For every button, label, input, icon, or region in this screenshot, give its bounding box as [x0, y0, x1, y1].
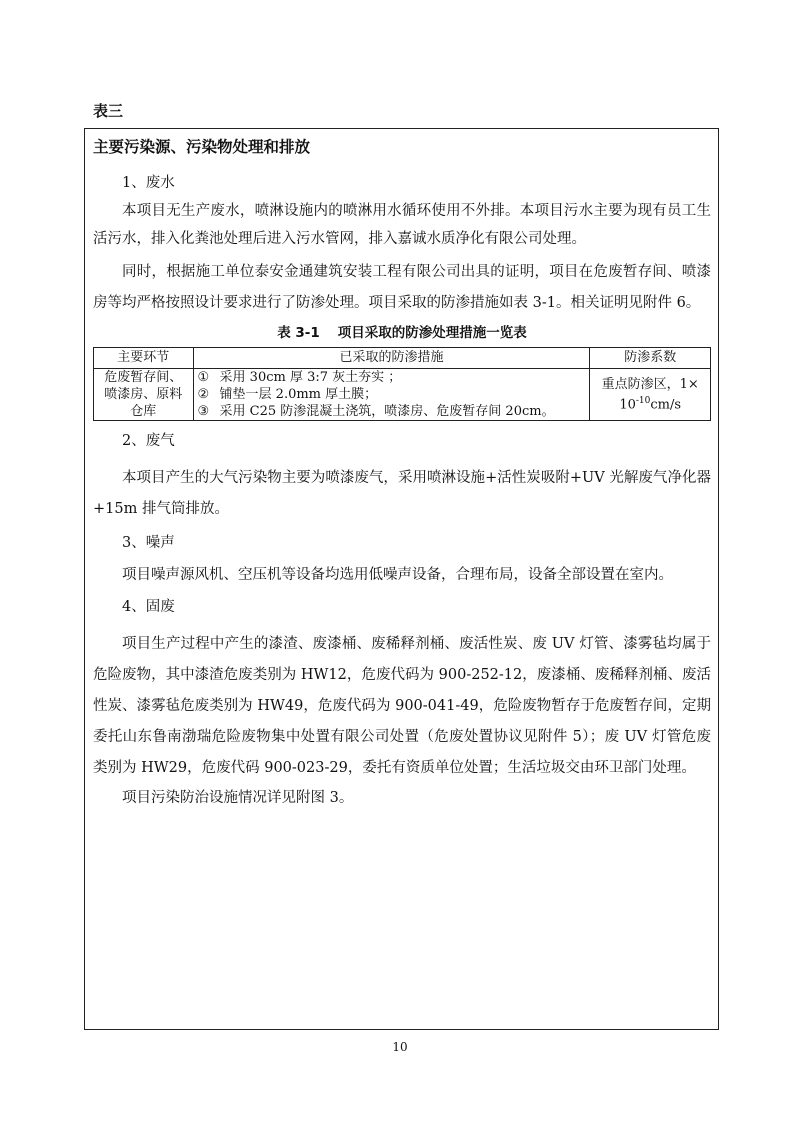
measures-cell [193, 369, 590, 421]
page-number: 10 [392, 1040, 408, 1054]
coefficient-line-2: $10^{-10}cm/s$ [619, 395, 682, 413]
section-content [93, 169, 711, 812]
solid-waste-paragraph: 项目生产过程中产生的漆渣、废漆桶、废稀释剂桶、废活性炭、废 UV 灯管、漆雾毡均属于危险废物，其中漆渣危废类别为 HW12，危废代码为 900-252-12，废漆桶、废稀释剂桶、废活性炭、漆雾毡危废类别为 HW49，危废代码为 900-041-49，危险废物暂存于危废暂存间，定期委托山东鲁南渤瑞危险废物集中处置有限公司处置（危废处置协议见附件 5）；废 UV 灯管危废类别为 HW29，危废代码 900-023-29，委托有资质单位处置；生活垃圾交由环卫部门处理。 [93, 636, 711, 776]
wastewater-heading: 1、废水 [122, 175, 175, 191]
solid-waste-note: 项目污染防治设施情况详见附图 3。 [122, 790, 354, 806]
table-header-cell: 主要环节 [94, 348, 194, 369]
area-cell: 危废暂存间、喷漆房、原料仓库 [94, 369, 194, 421]
coefficient-line-1: 重点防渗区，1× [601, 376, 699, 392]
table-header-row [94, 348, 711, 369]
seepage-measures-table [93, 347, 711, 421]
table-header-cell: 已采取的防渗措施 [193, 348, 590, 369]
solid-waste-heading: 4、固废 [122, 599, 175, 615]
table-caption-title: 项目采取的防渗处理措施一览表 [337, 325, 527, 341]
noise-heading: 3、噪声 [122, 535, 175, 551]
section-title: 主要污染源、污染物处理和排放 [93, 138, 311, 156]
measure-item: ③ 采用 C25 防渗混凝土浇筑，喷漆房、危废暂存间 20cm。 [197, 404, 555, 419]
noise-paragraph: 项目噪声源风机、空压机等设备均选用低噪声设备，合理布局，设备全部设置在室内。 [122, 567, 673, 583]
table-header-cell: 防渗系数 [590, 348, 711, 369]
table-caption [93, 321, 711, 345]
content-frame [84, 128, 719, 1030]
wastewater-paragraph-2: 同时，根据施工单位泰安金通建筑安装工程有限公司出具的证明，项目在危废暂存间、喷漆房等均严格按照设计要求进行了防渗处理。项目采取的防渗措施如表 3-1。相关证明见附件 6。 [93, 264, 711, 311]
table-row [94, 369, 711, 421]
wastewater-paragraph-1: 本项目无生产废水，喷淋设施内的喷淋用水循环使用不外排。本项目污水主要为现有员工生活污水，排入化粪池处理后进入污水管网，排入嘉诚水质净化有限公司处理。 [93, 203, 711, 247]
coefficient-cell [590, 369, 711, 421]
measure-item: ① 采用 30cm 厚 3:7 灰土夯实 ； [197, 370, 402, 385]
exhaust-heading: 2、废气 [122, 433, 175, 449]
measure-item: ② 铺垫一层 2.0mm 厚土膜； [197, 387, 378, 402]
exhaust-paragraph: 本项目产生的大气污染物主要为喷漆废气，采用喷淋设施+活性炭吸附+UV 光解废气净化器+15m 排气筒排放。 [93, 470, 711, 517]
page-label: 表三 [93, 102, 124, 120]
table-caption-number: 表 3-1 [277, 325, 320, 341]
